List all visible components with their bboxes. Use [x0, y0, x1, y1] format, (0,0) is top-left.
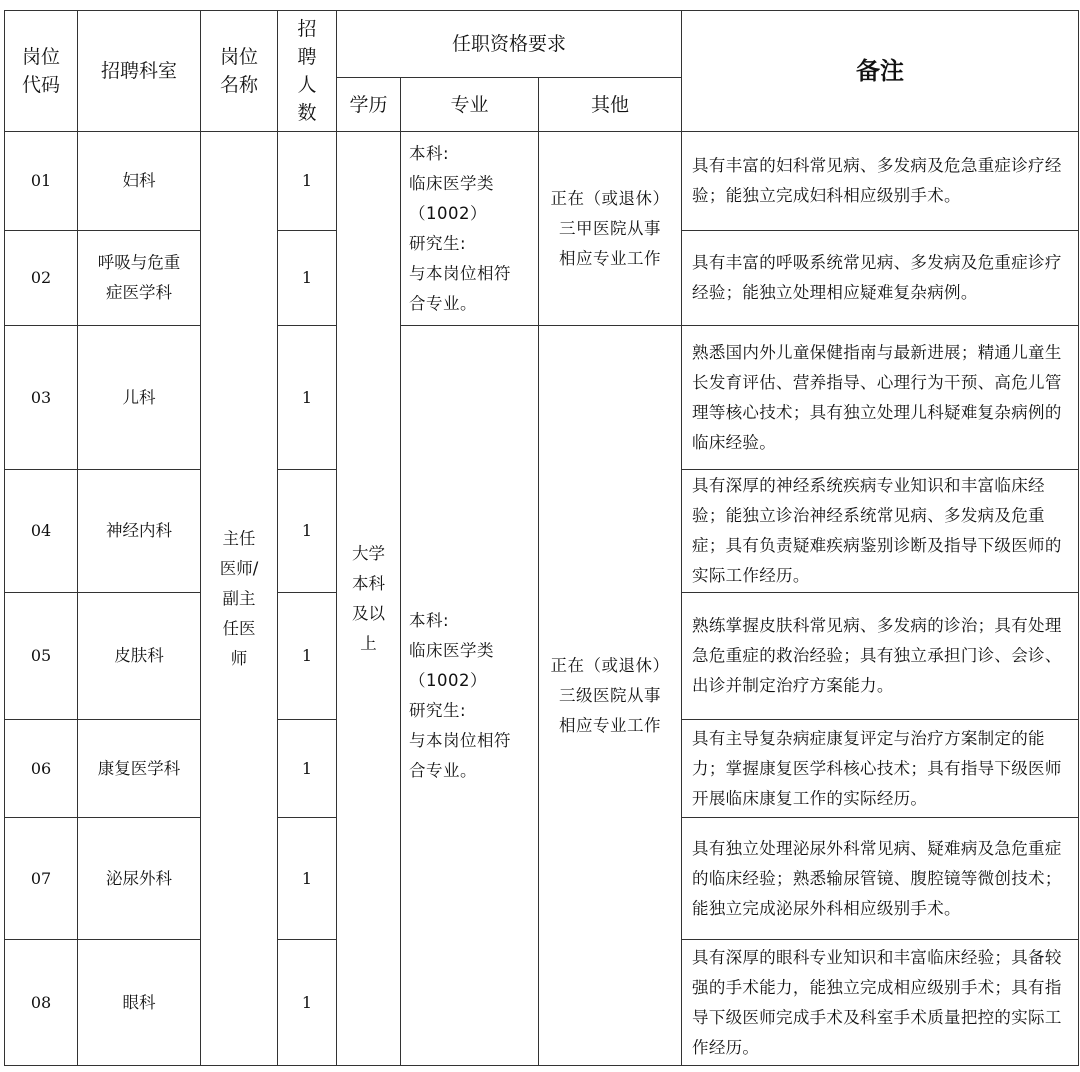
position-code: 05 — [5, 593, 78, 720]
table-row — [5, 132, 1079, 231]
remark: 具有丰富的妇科常见病、多发病及危急重症诊疗经验；能独立完成妇科相应级别手术。 — [682, 132, 1079, 231]
header-headcount: 招 聘 人 数 — [278, 11, 337, 132]
position-name: 主任 医师/ 副主 任医 师 — [201, 132, 278, 1066]
remark: 具有丰富的呼吸系统常见病、多发病及危重症诊疗经验；能独立处理相应疑难复杂病例。 — [682, 231, 1079, 326]
headcount: 1 — [278, 818, 337, 940]
remark: 具有独立处理泌尿外科常见病、疑难病及急危重症的临床经验；熟悉输尿管镜、腹腔镜等微创技术；能独立完成泌尿外科相应级别手术。 — [682, 818, 1079, 940]
position-code: 08 — [5, 940, 78, 1066]
header-other: 其他 — [539, 78, 682, 132]
remark: 熟悉国内外儿童保健指南与最新进展；精通儿童生长发育评估、营养指导、心理行为干预、高危儿管理等核心技术；具有独立处理儿科疑难复杂病例的临床经验。 — [682, 326, 1079, 470]
header-major: 专业 — [401, 78, 539, 132]
recruitment-table — [4, 10, 1079, 1066]
position-code: 04 — [5, 470, 78, 593]
header-position-name: 岗位 名称 — [201, 11, 278, 132]
education-requirement: 大学 本科 及以 上 — [337, 132, 401, 1066]
department: 神经内科 — [78, 470, 201, 593]
header-department: 招聘科室 — [78, 11, 201, 132]
major-requirement: 本科: 临床医学类 （1002） 研究生: 与本岗位相符 合专业。 — [401, 326, 539, 1066]
headcount: 1 — [278, 231, 337, 326]
other-requirement: 正在（或退休） 三甲医院从事 相应专业工作 — [539, 132, 682, 326]
position-code: 02 — [5, 231, 78, 326]
department: 泌尿外科 — [78, 818, 201, 940]
other-requirement: 正在（或退休） 三级医院从事 相应专业工作 — [539, 326, 682, 1066]
remark: 具有深厚的神经系统疾病专业知识和丰富临床经验；能独立诊治神经系统常见病、多发病及危重症；具有负责疑难疾病鉴别诊断及指导下级医师的实际工作经历。 — [682, 470, 1079, 593]
headcount: 1 — [278, 132, 337, 231]
department: 皮肤科 — [78, 593, 201, 720]
headcount: 1 — [278, 940, 337, 1066]
header-remarks: 备注 — [682, 11, 1079, 132]
position-code: 06 — [5, 720, 78, 818]
position-code: 01 — [5, 132, 78, 231]
department: 眼科 — [78, 940, 201, 1066]
header-qualifications: 任职资格要求 — [337, 11, 682, 78]
headcount: 1 — [278, 593, 337, 720]
remark: 熟练掌握皮肤科常见病、多发病的诊治；具有处理急危重症的救治经验；具有独立承担门诊、会诊、出诊并制定治疗方案能力。 — [682, 593, 1079, 720]
headcount: 1 — [278, 720, 337, 818]
department: 妇科 — [78, 132, 201, 231]
department: 康复医学科 — [78, 720, 201, 818]
header-position-code: 岗位 代码 — [5, 11, 78, 132]
department: 儿科 — [78, 326, 201, 470]
position-code: 07 — [5, 818, 78, 940]
table-row — [5, 326, 1079, 470]
major-requirement: 本科: 临床医学类 （1002） 研究生: 与本岗位相符 合专业。 — [401, 132, 539, 326]
header-education: 学历 — [337, 78, 401, 132]
remark: 具有主导复杂病症康复评定与治疗方案制定的能力；掌握康复医学科核心技术；具有指导下级医师开展临床康复工作的实际经历。 — [682, 720, 1079, 818]
remark: 具有深厚的眼科专业知识和丰富临床经验；具备较强的手术能力，能独立完成相应级别手术；具有指导下级医师完成手术及科室手术质量把控的实际工作经历。 — [682, 940, 1079, 1066]
department: 呼吸与危重 症医学科 — [78, 231, 201, 326]
headcount: 1 — [278, 326, 337, 470]
headcount: 1 — [278, 470, 337, 593]
position-code: 03 — [5, 326, 78, 470]
